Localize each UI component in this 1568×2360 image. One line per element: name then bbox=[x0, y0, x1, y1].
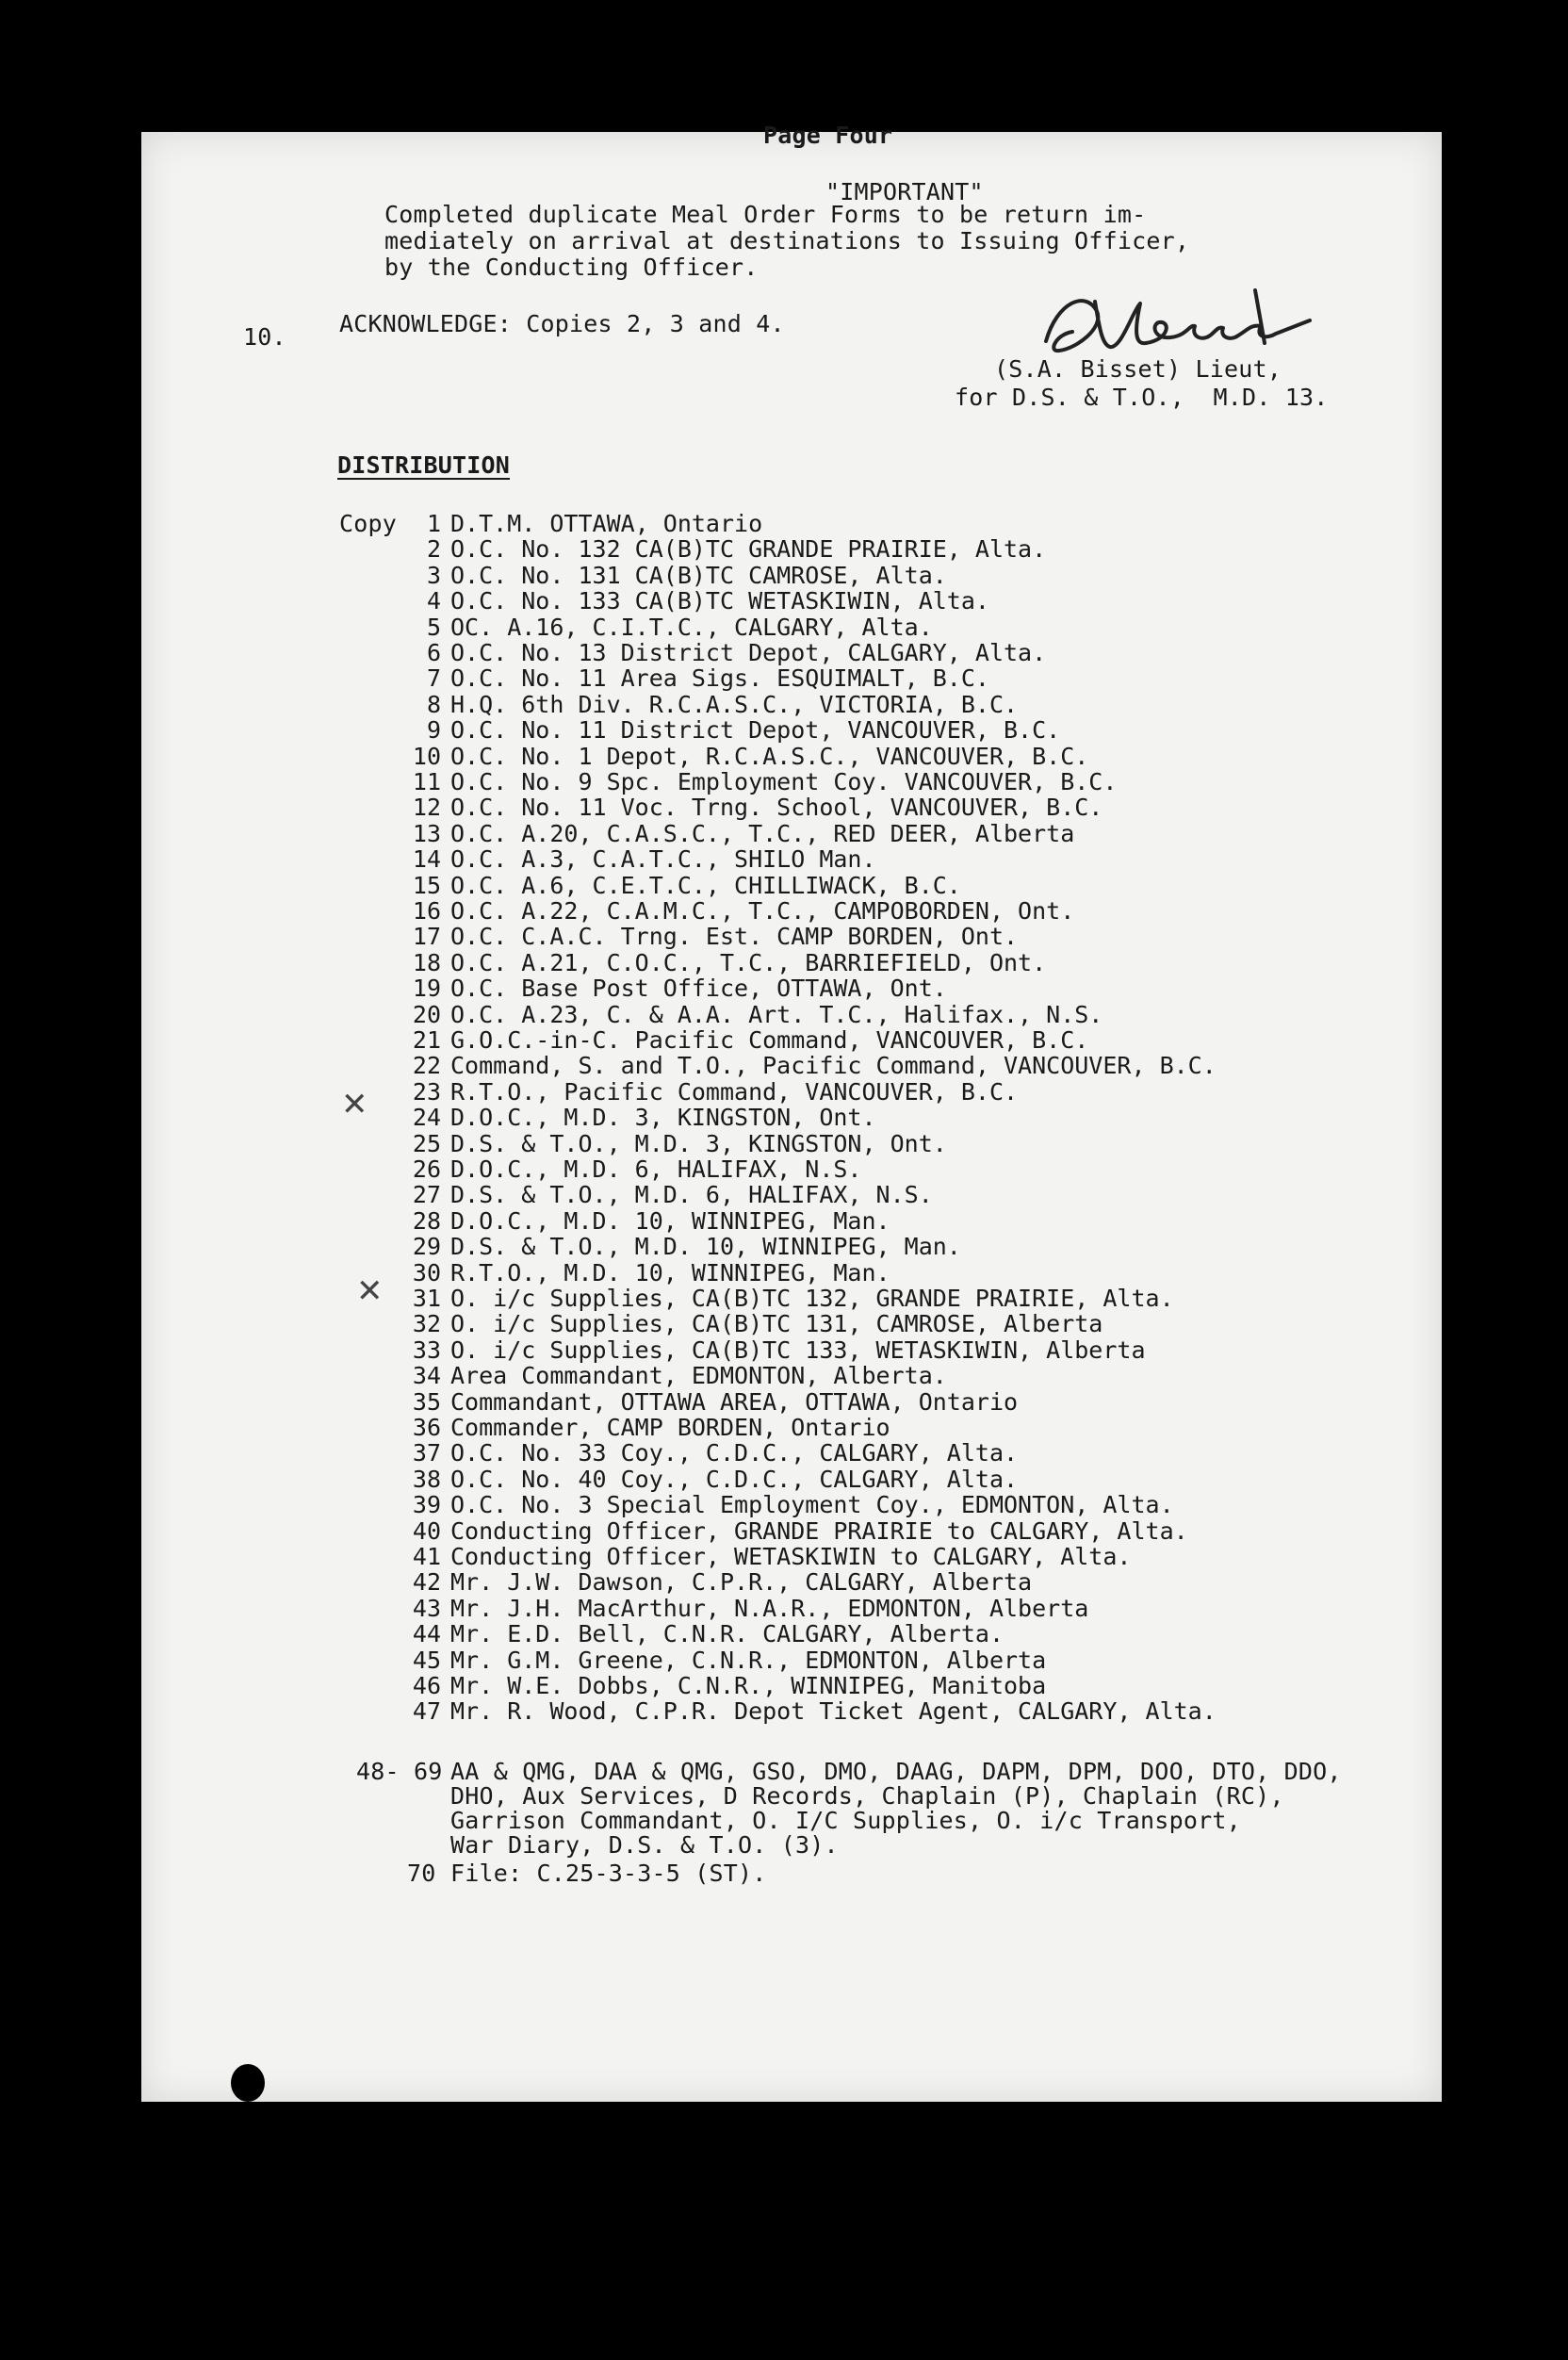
recipient-text: O.C. No. 33 Coy., C.D.C., CALGARY, Alta. bbox=[450, 1439, 1019, 1467]
copy-number: 23 bbox=[412, 1077, 441, 1106]
recipient-text: Mr. E.D. Bell, C.N.R. CALGARY, Alberta. bbox=[450, 1620, 1004, 1648]
copy-number: 35 bbox=[412, 1387, 441, 1416]
recipient-text: D.O.C., M.D. 3, KINGSTON, Ont. bbox=[450, 1104, 876, 1132]
recipient-text: O.C. No. 40 Coy., C.D.C., CALGARY, Alta. bbox=[450, 1465, 1019, 1493]
copy-number: 37 bbox=[412, 1439, 441, 1467]
copy-label: Copy bbox=[339, 510, 398, 537]
copy-number: 42 bbox=[412, 1568, 441, 1597]
range-entry-line-2: DHO, Aux Services, D Records, Chaplain (P), Chaplain (RC), bbox=[450, 1782, 1284, 1810]
important-line-3: by the Conducting Officer. bbox=[384, 254, 759, 281]
distribution-entry bbox=[377, 1105, 876, 1131]
copy-number: 27 bbox=[412, 1181, 441, 1209]
distribution-entry bbox=[377, 1156, 862, 1183]
distribution-entry bbox=[377, 950, 1046, 976]
distribution-entry bbox=[377, 1131, 947, 1157]
copy-number: 15 bbox=[412, 871, 441, 899]
copy-number: 38 bbox=[412, 1465, 441, 1493]
distribution-entry bbox=[377, 1467, 1018, 1493]
copy-number: 36 bbox=[412, 1414, 441, 1441]
distribution-entry bbox=[377, 1234, 961, 1260]
copy-number: 4 bbox=[426, 587, 441, 615]
distribution-entry bbox=[377, 588, 989, 615]
punch-hole bbox=[231, 2064, 265, 2102]
copy-number: 14 bbox=[412, 845, 441, 874]
copy-number: 45 bbox=[412, 1646, 441, 1674]
recipient-text: O. i/c Supplies, CA(B)TC 132, GRANDE PRAIRIE, Alta. bbox=[450, 1285, 1174, 1312]
distribution-entry bbox=[377, 1002, 1102, 1028]
copy-number: 20 bbox=[412, 1000, 441, 1028]
copy-number: 41 bbox=[412, 1543, 441, 1570]
copy-number: 19 bbox=[412, 975, 441, 1003]
distribution-entry bbox=[377, 1053, 1217, 1079]
copy-number: 26 bbox=[412, 1155, 441, 1183]
distribution-entry bbox=[377, 898, 1074, 925]
important-line-1: Completed duplicate Meal Order Forms to be return im- bbox=[384, 201, 1147, 228]
distribution-entry bbox=[377, 975, 947, 1002]
page-label: Page Four bbox=[763, 122, 893, 149]
copy-number: 16 bbox=[412, 897, 441, 925]
recipient-text: Commander, CAMP BORDEN, Ontario bbox=[450, 1414, 890, 1441]
distribution-entry bbox=[377, 1698, 1217, 1725]
copy-number: 47 bbox=[412, 1697, 441, 1726]
copy-number: 39 bbox=[412, 1491, 441, 1519]
recipient-text: G.O.C.-in-C. Pacific Command, VANCOUVER, B.C. bbox=[450, 1026, 1089, 1054]
copy-number: 40 bbox=[412, 1516, 441, 1545]
distribution-entry bbox=[377, 1492, 1174, 1518]
distribution-entry bbox=[377, 1286, 1174, 1312]
distribution-entry bbox=[377, 1440, 1018, 1467]
check-mark: ✕ bbox=[341, 1086, 368, 1123]
copy-number: 46 bbox=[412, 1672, 441, 1699]
distribution-entry bbox=[377, 1518, 1188, 1545]
distribution-entry bbox=[377, 1596, 1088, 1622]
recipient-text: O. i/c Supplies, CA(B)TC 131, CAMROSE, Alberta bbox=[450, 1310, 1103, 1338]
range-entry-number: 48- 69 bbox=[356, 1758, 443, 1785]
distribution-entry bbox=[377, 1079, 1018, 1106]
range-entry-line-4: War Diary, D.S. & T.O. (3). bbox=[450, 1831, 839, 1859]
distribution-entry bbox=[377, 1208, 890, 1235]
recipient-text: D.O.C., M.D. 10, WINNIPEG, Man. bbox=[450, 1206, 890, 1235]
distribution-entry bbox=[377, 821, 1074, 847]
range-entry-line-3: Garrison Commandant, O. I/C Supplies, O. i/c Transport, bbox=[450, 1807, 1241, 1834]
distribution-entry bbox=[377, 873, 961, 899]
recipient-text: Mr. W.E. Dobbs, C.N.R., WINNIPEG, Manitoba bbox=[450, 1672, 1047, 1699]
copy-number: 6 bbox=[426, 639, 441, 666]
copy-number: 8 bbox=[426, 690, 441, 718]
paragraph-number: 10. bbox=[243, 323, 286, 351]
distribution-entry bbox=[377, 1415, 890, 1441]
distribution-entry bbox=[377, 536, 1046, 563]
copy-number: 28 bbox=[412, 1206, 441, 1235]
copy-number: 3 bbox=[426, 561, 441, 589]
recipient-text: Area Commandant, EDMONTON, Alberta. bbox=[450, 1362, 947, 1390]
recipient-text: O.C. A.22, C.A.M.C., T.C., CAMPOBORDEN, Ont. bbox=[450, 897, 1075, 925]
recipient-text: O.C. No. 1 Depot, R.C.A.S.C., VANCOUVER, B.C. bbox=[450, 742, 1089, 770]
distribution-list bbox=[377, 0, 1413, 2262]
recipient-text: Command, S. and T.O., Pacific Command, VANCOUVER, B.C. bbox=[450, 1052, 1217, 1080]
recipient-text: Commandant, OTTAWA AREA, OTTAWA, Ontario bbox=[450, 1387, 1019, 1416]
copy-number: 18 bbox=[412, 948, 441, 976]
recipient-text: D.T.M. OTTAWA, Ontario bbox=[450, 510, 763, 537]
range-entry-line-1: AA & QMG, DAA & QMG, GSO, DMO, DAAG, DAPM, DPM, DOO, DTO, DDO, bbox=[450, 1758, 1342, 1785]
distribution-entry bbox=[377, 1337, 1146, 1364]
recipient-text: O.C. No. 11 District Depot, VANCOUVER, B.C. bbox=[450, 716, 1061, 745]
distribution-entry bbox=[377, 1027, 1088, 1054]
copy-number: 2 bbox=[426, 535, 441, 564]
important-line-2: mediately on arrival at destinations to Issuing Officer, bbox=[384, 227, 1190, 254]
copy-number: 32 bbox=[412, 1310, 441, 1338]
recipient-text: O.C. No. 133 CA(B)TC WETASKIWIN, Alta. bbox=[450, 587, 989, 615]
distribution-entry bbox=[377, 1389, 1018, 1416]
recipient-text: O.C. No. 3 Special Employment Coy., EDMONTON, Alta. bbox=[450, 1491, 1174, 1519]
copy-number: 9 bbox=[426, 716, 441, 745]
recipient-text: O.C. No. 132 CA(B)TC GRANDE PRAIRIE, Alta. bbox=[450, 535, 1047, 564]
distribution-entry bbox=[377, 692, 1018, 718]
recipient-text: O.C. A.23, C. & A.A. Art. T.C., Halifax., N.S. bbox=[450, 1000, 1103, 1028]
copy-number: 1 bbox=[426, 510, 441, 537]
distribution-entry bbox=[377, 1260, 890, 1287]
recipient-text: O.C. A.20, C.A.S.C., T.C., RED DEER, Alberta bbox=[450, 819, 1075, 847]
copy-number: 44 bbox=[412, 1620, 441, 1648]
copy-number: 21 bbox=[412, 1026, 441, 1054]
copy-number: 30 bbox=[412, 1258, 441, 1287]
recipient-text: O.C. C.A.C. Trng. Est. CAMP BORDEN, Ont. bbox=[450, 923, 1019, 951]
distribution-entry bbox=[377, 1621, 1004, 1647]
copy-number: 31 bbox=[412, 1285, 441, 1312]
distribution-entry bbox=[377, 1363, 947, 1389]
copy-number: 33 bbox=[412, 1336, 441, 1364]
distribution-entry bbox=[377, 1182, 933, 1208]
signatory-name: (S.A. Bisset) Lieut, bbox=[994, 355, 1282, 383]
copy-number: 25 bbox=[412, 1129, 441, 1157]
recipient-text: O.C. Base Post Office, OTTAWA, Ont. bbox=[450, 975, 947, 1003]
distribution-entry bbox=[377, 846, 876, 873]
recipient-text: Conducting Officer, GRANDE PRAIRIE to CALGARY, Alta. bbox=[450, 1516, 1188, 1545]
copy-number: 17 bbox=[412, 923, 441, 951]
copy-number: 29 bbox=[412, 1233, 441, 1261]
copy-number: 13 bbox=[412, 819, 441, 847]
distribution-entry bbox=[377, 511, 762, 537]
distribution-entry bbox=[377, 1569, 1032, 1596]
recipient-text: O.C. A.21, C.O.C., T.C., BARRIEFIELD, Ont. bbox=[450, 948, 1047, 976]
distribution-entry bbox=[377, 744, 1088, 770]
recipient-text: D.O.C., M.D. 6, HALIFAX, N.S. bbox=[450, 1155, 862, 1183]
recipient-text: R.T.O., M.D. 10, WINNIPEG, Man. bbox=[450, 1258, 890, 1287]
recipient-text: Mr. R. Wood, C.P.R. Depot Ticket Agent, CALGARY, Alta. bbox=[450, 1697, 1217, 1726]
recipient-text: O.C. A.3, C.A.T.C., SHILO Man. bbox=[450, 845, 876, 874]
copy-number: 12 bbox=[412, 794, 441, 822]
distribution-entry bbox=[377, 1311, 1102, 1337]
recipient-text: Conducting Officer, WETASKIWIN to CALGARY, Alta. bbox=[450, 1543, 1132, 1570]
acknowledge-text: ACKNOWLEDGE: Copies 2, 3 and 4. bbox=[339, 310, 785, 337]
recipient-text: O. i/c Supplies, CA(B)TC 133, WETASKIWIN, Alberta bbox=[450, 1336, 1146, 1364]
recipient-text: D.S. & T.O., M.D. 10, WINNIPEG, Man. bbox=[450, 1233, 961, 1261]
copy-number: 7 bbox=[426, 664, 441, 693]
recipient-text: D.S. & T.O., M.D. 3, KINGSTON, Ont. bbox=[450, 1129, 947, 1157]
recipient-text: O.C. No. 13 District Depot, CALGARY, Alta. bbox=[450, 639, 1047, 666]
recipient-text: R.T.O., Pacific Command, VANCOUVER, B.C. bbox=[450, 1077, 1019, 1106]
copy-number: 10 bbox=[412, 742, 441, 770]
distribution-entry bbox=[377, 1647, 1046, 1674]
recipient-text: Mr. G.M. Greene, C.N.R., EDMONTON, Alberta bbox=[450, 1646, 1047, 1674]
recipient-text: O.C. No. 11 Voc. Trng. School, VANCOUVER, B.C. bbox=[450, 794, 1103, 822]
recipient-text: OC. A.16, C.I.T.C., CALGARY, Alta. bbox=[450, 613, 933, 641]
distribution-entry bbox=[377, 795, 1102, 821]
distribution-entry bbox=[377, 1544, 1131, 1570]
copy-number: 22 bbox=[412, 1052, 441, 1080]
distribution-entry bbox=[377, 1673, 1046, 1699]
copy-number: 43 bbox=[412, 1594, 441, 1622]
signatory-title: for D.S. & T.O., M.D. 13. bbox=[955, 384, 1329, 411]
recipient-text: O.C. No. 9 Spc. Employment Coy. VANCOUVER, B.C. bbox=[450, 768, 1118, 795]
recipient-text: O.C. A.6, C.E.T.C., CHILLIWACK, B.C. bbox=[450, 871, 961, 899]
distribution-entry bbox=[377, 640, 1046, 666]
distribution-entry bbox=[377, 615, 933, 641]
recipient-text: H.Q. 6th Div. R.C.A.S.C., VICTORIA, B.C. bbox=[450, 690, 1019, 718]
copy-number: 11 bbox=[412, 768, 441, 795]
file-entry-text: File: C.25-3-3-5 (ST). bbox=[450, 1860, 767, 1887]
recipient-text: O.C. No. 11 Area Sigs. ESQUIMALT, B.C. bbox=[450, 664, 989, 693]
file-entry-number: 70 bbox=[407, 1860, 436, 1887]
distribution-entry bbox=[377, 717, 1060, 744]
recipient-text: D.S. & T.O., M.D. 6, HALIFAX, N.S. bbox=[450, 1181, 933, 1209]
copy-number: 34 bbox=[412, 1362, 441, 1390]
distribution-entry bbox=[377, 924, 1018, 950]
copy-number: 24 bbox=[412, 1104, 441, 1132]
distribution-entry bbox=[377, 665, 989, 692]
recipient-text: Mr. J.H. MacArthur, N.A.R., EDMONTON, Alberta bbox=[450, 1594, 1089, 1622]
copy-number: 5 bbox=[426, 613, 441, 641]
check-mark: ✕ bbox=[356, 1272, 384, 1310]
distribution-entry bbox=[377, 769, 1117, 795]
distribution-entry bbox=[377, 563, 947, 589]
distribution-heading: DISTRIBUTION bbox=[337, 451, 511, 479]
recipient-text: O.C. No. 131 CA(B)TC CAMROSE, Alta. bbox=[450, 561, 947, 589]
important-heading: "IMPORTANT" bbox=[825, 178, 984, 205]
recipient-text: Mr. J.W. Dawson, C.P.R., CALGARY, Alberta bbox=[450, 1568, 1033, 1597]
